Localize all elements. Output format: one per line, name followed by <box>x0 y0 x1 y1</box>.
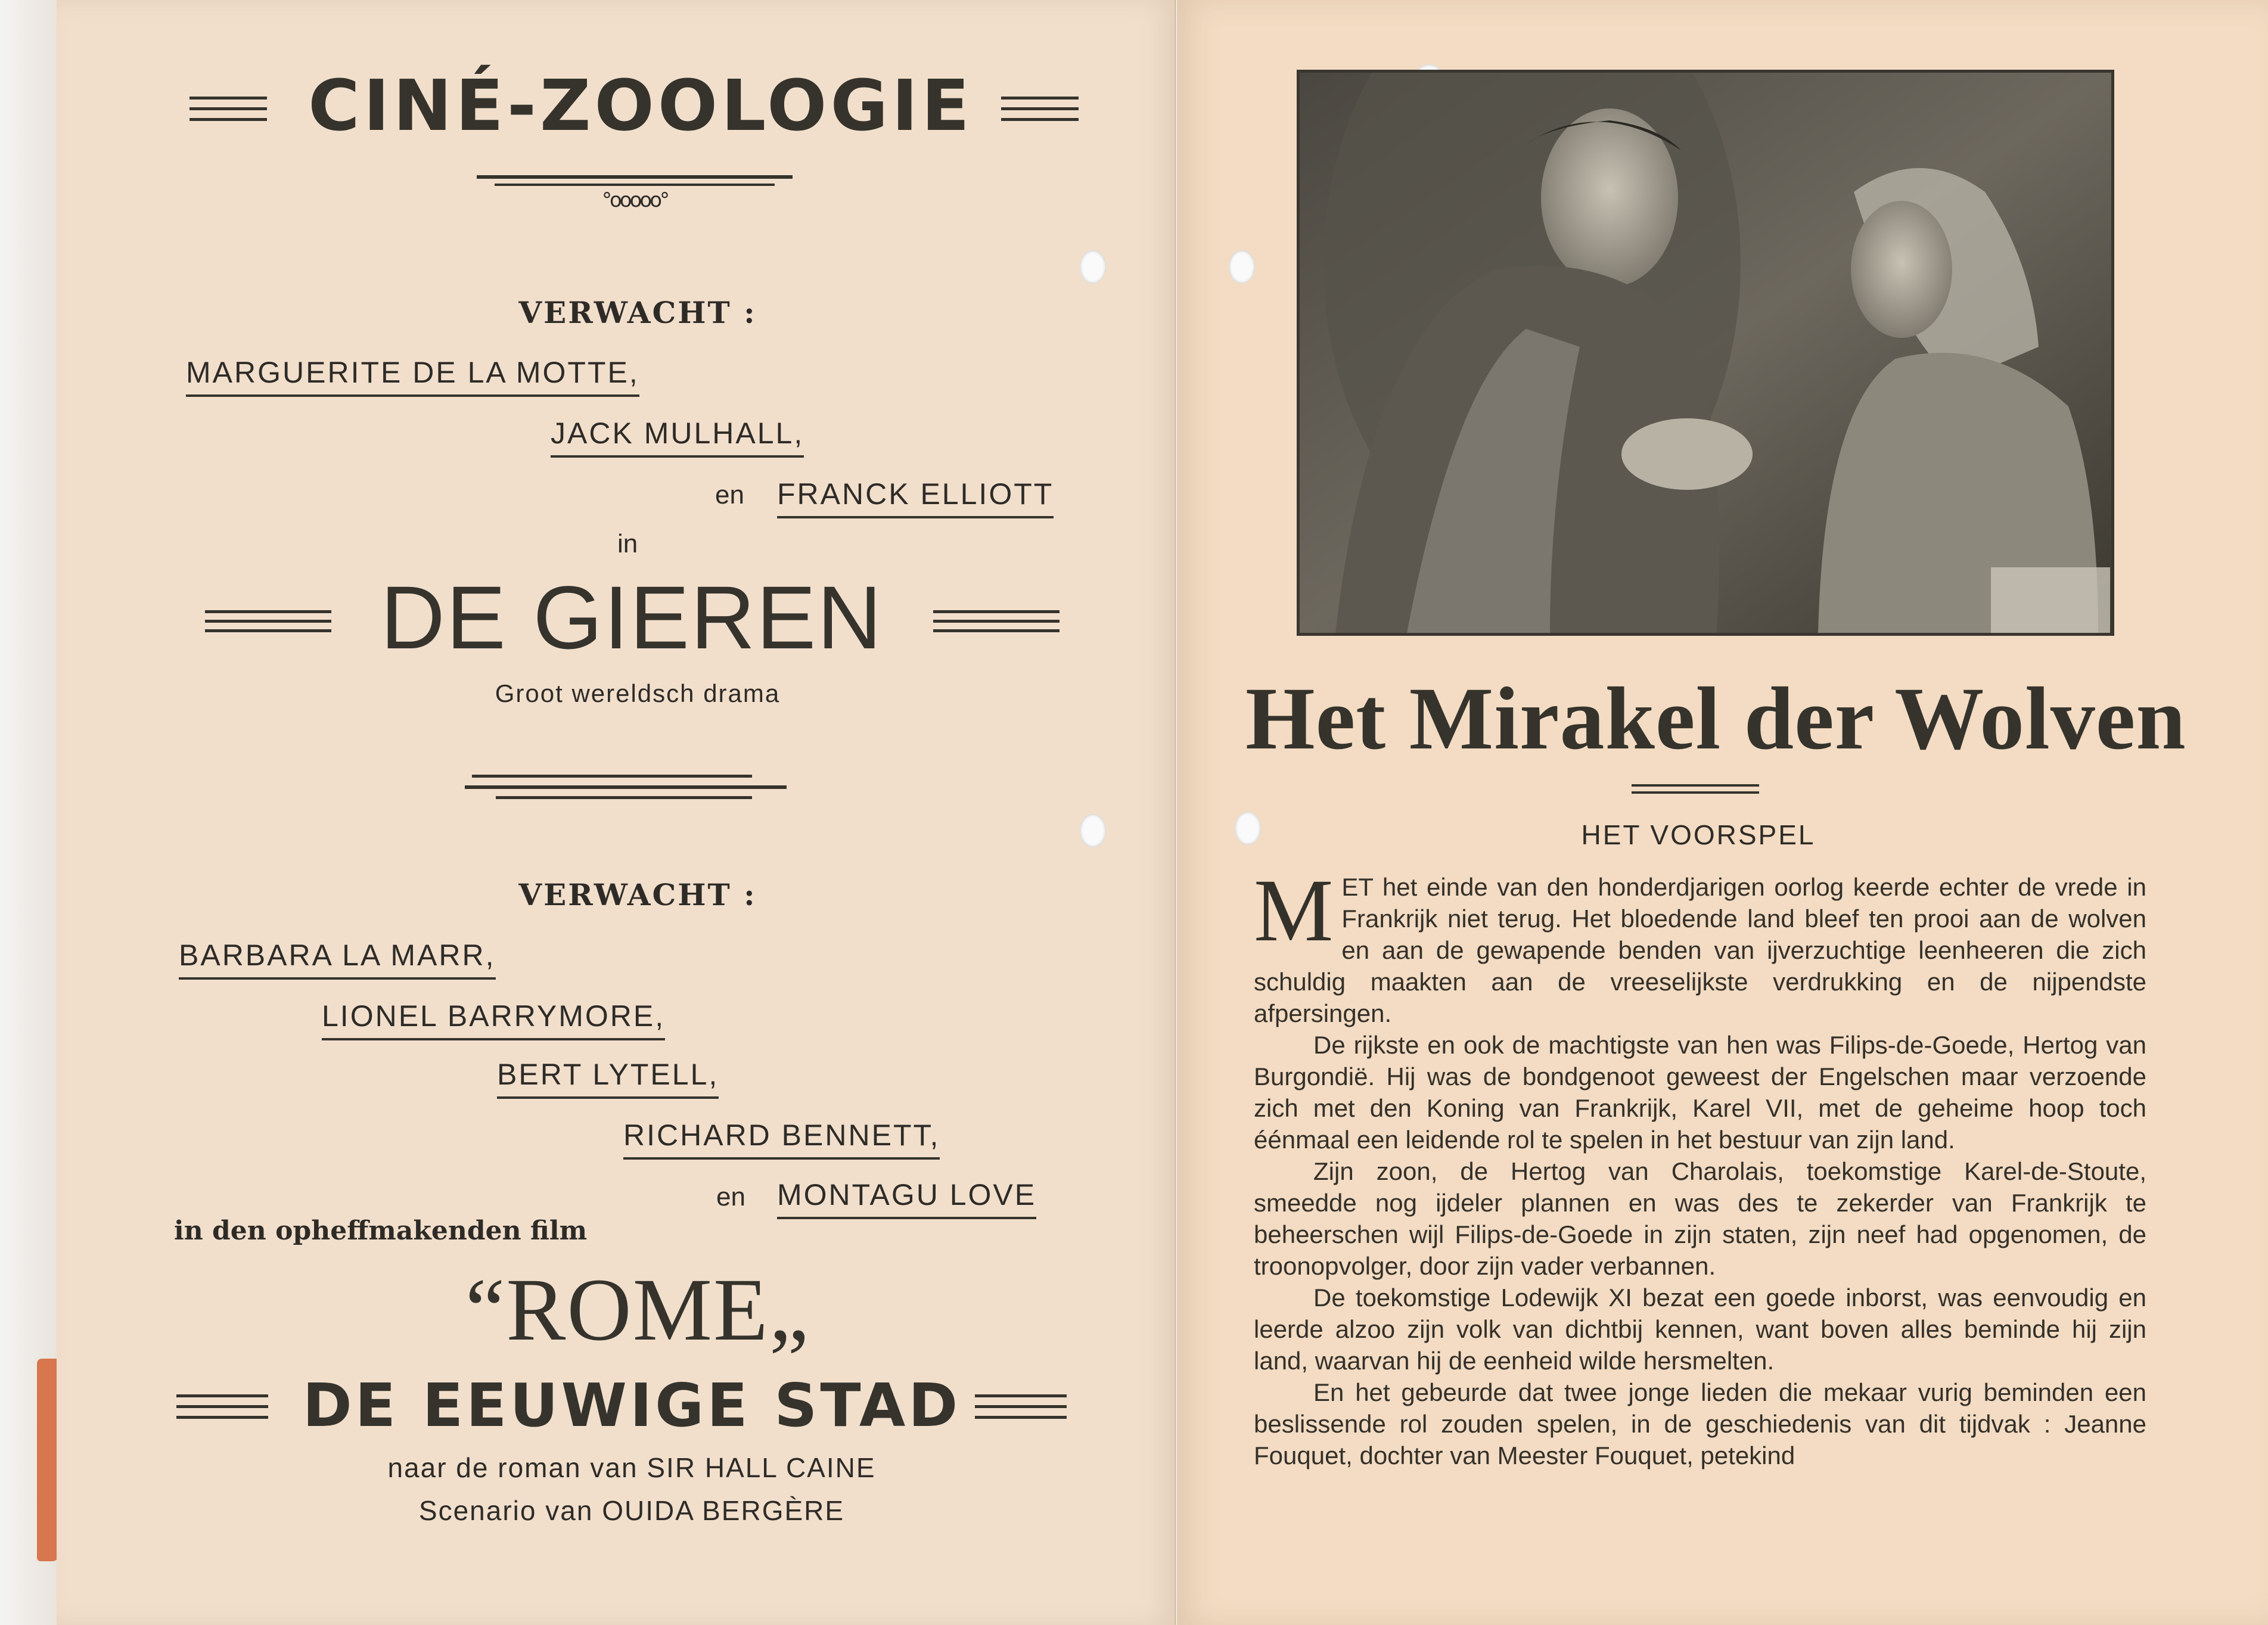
expected-label: VERWACHT : <box>518 295 757 330</box>
article-title: Het Mirakel der Wolven <box>1245 669 2186 768</box>
actor-name: LIONEL BARRYMORE, <box>322 999 665 1040</box>
decorative-rule <box>189 118 267 121</box>
decorative-rule <box>933 629 1060 632</box>
decorative-rule <box>933 610 1060 613</box>
divider-rule <box>465 785 787 789</box>
title-rule <box>1632 784 1759 787</box>
film-still-photo <box>1297 70 2114 636</box>
title-rule <box>1632 791 1759 794</box>
punch-hole <box>1080 250 1106 284</box>
actor-name: BERT LYTELL, <box>497 1057 719 1099</box>
decorative-rule <box>205 629 331 632</box>
article-paragraph: En het gebeurde dat twee jonge lieden die mekaar vurig beminden een beslissende rol zouden spelen, in de geschiedenis van dit tijdvak : Jeanne Fouquet, dochter van Meester Fouquet, petekind <box>1254 1378 2146 1469</box>
decorative-rule <box>205 620 331 623</box>
torn-paper-fragment <box>37 1359 58 1561</box>
novel-credit: naar de roman van SIR HALL CAINE <box>387 1452 876 1483</box>
conjunction-en: en <box>715 480 744 509</box>
film-title-de-gieren: DE GIEREN <box>380 567 883 667</box>
actor-name: RICHARD BENNETT, <box>623 1118 940 1160</box>
decorative-rule <box>1001 107 1079 110</box>
divider-rule <box>496 796 752 799</box>
bead-ornament: °ooooo° <box>601 188 667 212</box>
punch-hole <box>1229 250 1255 284</box>
decorative-rule <box>189 97 267 100</box>
actor-name: MONTAGU LOVE <box>777 1177 1036 1219</box>
decorative-rule <box>189 107 267 110</box>
scenario-credit: Scenario van OUIDA BERGÈRE <box>418 1495 845 1526</box>
decorative-rule <box>176 1405 268 1408</box>
punch-hole <box>1080 814 1106 847</box>
decorative-rule <box>205 610 331 613</box>
decorative-rule <box>176 1416 268 1419</box>
article-paragraph: De toekomstige Lodewijk XI bezat een goede inborst, was eenvoudig en leerde alzoo zijn volk van dichtbij kennen, want boven alles beminde hij zijn land, waarvan hij de eenheid wilde hersmelten. <box>1254 1284 2146 1375</box>
film-subtitle: Groot wereldsch drama <box>495 679 781 707</box>
conjunction-en: en <box>716 1182 745 1211</box>
decorative-rule <box>1001 118 1079 121</box>
ornament-rule <box>477 175 793 179</box>
decorative-rule <box>975 1394 1067 1397</box>
article-paragraph: Zijn zoon, de Hertog van Charolais, toekomstige Karel-de-Stoute, smeedde nog ijdeler plannen en was des te zekerder van Frankrijk te beheerschen wijl Filips-de-Goede in zijn staten, zijn neef had opgenomen, de troonopvolger, door zijn vader verbannen. <box>1254 1157 2146 1280</box>
actor-name: MARGUERITE DE LA MOTTE, <box>186 355 639 397</box>
film-subtitle-eeuwige-stad: DE EEUWIGE STAD <box>302 1371 961 1440</box>
decorative-rule <box>176 1394 268 1397</box>
cinema-name: CINÉ-ZOOLOGIE <box>308 64 973 147</box>
drop-cap: M <box>1254 861 1334 960</box>
film-still-illustration <box>1300 73 2111 633</box>
film-title-rome: “ROME„ <box>465 1260 810 1359</box>
decorative-rule <box>1001 97 1079 100</box>
punch-hole <box>1235 812 1261 845</box>
expected-label: VERWACHT : <box>518 877 757 912</box>
actor-name: JACK MULHALL, <box>551 416 804 458</box>
conjunction-in: in <box>617 529 638 558</box>
article-body <box>1254 861 2146 1471</box>
actor-name: FRANCK ELLIOTT <box>777 477 1054 518</box>
section-heading: HET VOORSPEL <box>1581 819 1816 850</box>
decorative-rule <box>975 1416 1067 1419</box>
divider-rule <box>472 775 752 778</box>
decorative-rule <box>975 1405 1067 1408</box>
decorative-rule <box>933 620 1060 623</box>
article-paragraph: De rijkste en ook de machtigste van hen was Filips-de-Goede, Hertog van Burgondië. Hij was de bondgenoot geweest der Engelschen maar verzoende zich met den Koning van Frankrijk, Karel VII, met de geheime hoop toch éénmaal een leidende rol te spelen in het bestuur van zijn land. <box>1254 1031 2146 1154</box>
article-paragraph: MET het einde van den honderdjarigen oorlog keerde echter de vrede in Frankrijk niet terug. Het bloedende land bleef ten prooi aan de wolven en aan de gewapende benden van ijverzuchtige leenheeren die zich schuldig maakten aan de vreeselijkste verdrukking en de nijpendste afpersingen. <box>1254 861 2146 1027</box>
film-intro: in den opheffmakenden film <box>174 1216 588 1246</box>
actor-name: BARBARA LA MARR, <box>179 938 496 980</box>
ornament-rule <box>495 184 775 186</box>
